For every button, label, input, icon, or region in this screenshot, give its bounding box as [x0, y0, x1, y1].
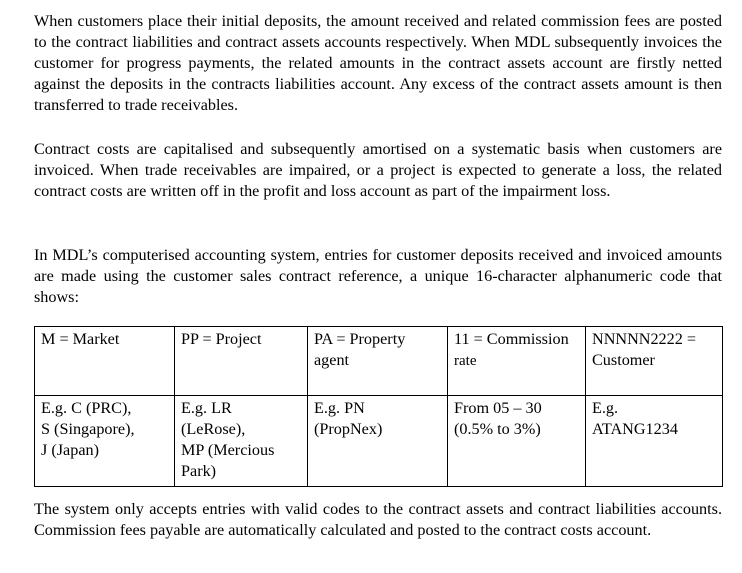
header-commission-label: 11 = Commission [454, 330, 569, 348]
paragraph-contract-deposits: When customers place their initial deposits, the amount received and related commission fees are posted to the contract liabilities and contract assets accounts respectively. When MDL subsequently invoices the customer for progress payments, the related amounts in the contract assets account are firstly netted against the deposits in the contracts liabilities account. Any excess of the contract assets amount is then transferred to trade receivables. [34, 12, 722, 114]
header-commission-rate [448, 327, 586, 396]
example-project: E.g. LR (LeRose), MP (Mercious Park) [175, 396, 308, 487]
header-commission-rate-word: rate [454, 353, 477, 369]
header-market: M = Market [35, 327, 175, 396]
example-commission-rate: From 05 – 30 (0.5% to 3%) [448, 396, 586, 487]
table-example-row [35, 396, 723, 487]
paragraph-system-validation: The system only accepts entries with valid codes to the contract assets and contract liabilities accounts. Commission fees payable are automatically calculated and posted to the contract costs account. [34, 500, 722, 539]
header-property-agent: PA = Property agent [308, 327, 448, 396]
paragraph-accounting-system: In MDL’s computerised accounting system, entries for customer deposits received and invoiced amounts are made using the customer sales contract reference, a unique 16-character alphanumeric code that shows: [34, 246, 722, 306]
paragraph-contract-costs: Contract costs are capitalised and subsequently amortised on a systematic basis when customers are invoiced. When trade receivables are impaired, or a project is expected to generate a loss, the related contract costs are written off in the profit and loss account as part of the impairment loss. [34, 140, 722, 200]
table-header-row [35, 327, 723, 396]
header-project: PP = Project [175, 327, 308, 396]
contract-reference-code-table [34, 326, 723, 487]
header-customer: NNNNN2222 = Customer [586, 327, 723, 396]
example-market: E.g. C (PRC), S (Singapore), J (Japan) [35, 396, 175, 487]
example-customer: E.g. ATANG1234 [586, 396, 723, 487]
example-property-agent: E.g. PN (PropNex) [308, 396, 448, 487]
